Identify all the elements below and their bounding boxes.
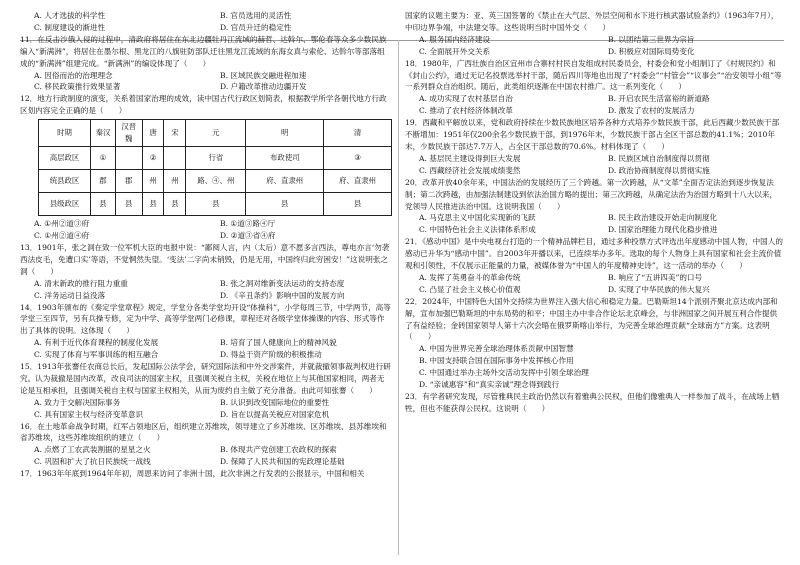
- left-column: [20, 10, 392, 480]
- q21-options: [405, 272, 783, 296]
- q12-option-d[interactable]: D. ②道③省④府: [220, 231, 276, 241]
- table-header-cell: 唐: [142, 120, 164, 147]
- column-divider: [398, 40, 399, 555]
- table-row: [39, 193, 392, 216]
- q13-stem: 13．1901年，张之洞在致一位军机大臣的电报中说：“鄙阅人言，内（太后）意不愿多言西法，尊电亦言‘勿袭西法皮毛，免遭口实’等语，不觉惘然失望。‘变法’二字尚未销毁，仍是无用，中国终归此穷困安！”这说明张之洞（ ）: [20, 242, 390, 276]
- table-cell: 府、直隶州: [246, 170, 324, 193]
- q16-option-b[interactable]: B. 体现共产党创建工农政权的探索: [220, 445, 337, 455]
- table-cell: 布政使司: [246, 147, 324, 170]
- table-cell: [164, 147, 186, 170]
- table-cell: 县级政区: [39, 193, 91, 216]
- q20-stem: 20．改革开放40余年来，中国法治的发展经历了三个跨越。第一次跨越，从“文革”全面否定法治到逐步恢复法制；第二次跨越，由加强法制建设到依法治国方略的提出；第三次跨越，从确定法治为治国方略到十八大以来，党领导人民推进法治中国。这说明我国（ ）: [405, 177, 778, 211]
- q20-option-b[interactable]: B. 民主政治建设开始走向制度化: [608, 213, 718, 223]
- q20-options: [405, 212, 783, 236]
- q22-stem: 22．2024年，中国特色大国外交持续为世界注入强大信心和稳定力量。巴勒斯坦14个派别齐聚北京达成内部和解，宣布加强巴勒斯坦的中东局势的和平；中国主办中非合作论坛北京峰会，与非洲国家之间开展互利合作提供了有益经验；金砖国家领导人第十六次会晤在俄罗斯喀山举行，为完善全球治理贡献“全球南方”方案。这表明（ ）: [405, 296, 778, 342]
- q19-option-b[interactable]: B. 民族区域自治制度得以贯彻: [608, 153, 710, 163]
- q13-options: [20, 278, 392, 302]
- table-cell: 统县政区: [39, 170, 91, 193]
- q17-option-c[interactable]: C. 全面展开外交关系: [419, 46, 491, 56]
- q18-options: [405, 93, 783, 117]
- table-cell: 县: [324, 193, 392, 216]
- q22-options: [405, 343, 783, 391]
- q11-option-b[interactable]: B. 区域民族交融进程加速: [220, 70, 307, 80]
- q15-option-b[interactable]: B. 认识到改变国际地位的重要性: [220, 397, 330, 407]
- q21-option-d[interactable]: D. 实现了中华民族的伟大复兴: [608, 284, 710, 294]
- q19-stem: 19．西藏和平解放以来，党和政府持续在少数民族地区培养各种方式培养少数民族干部，此后西藏少数民族干部不断增加：1951年仅200余名少数民族干部，到1976年末，少数民族干部占全区干部总数的41.1%；2010年末，少数民族干部达7.7万人，占全区干部总数的70.6%。材料体现了（ ）: [405, 118, 780, 151]
- table-cell: 州: [142, 170, 164, 193]
- q12-options: [20, 218, 392, 242]
- q15-option-c[interactable]: C. 具有国家主权与经济变革意识: [34, 409, 144, 419]
- q16-stem: 16．在土地革命战争时期，红军占领地区后，组织建立苏维埃，领导建立了乡苏维埃、区苏维埃、县苏维埃和省苏维埃，这些苏维埃组织的建立（ ）: [20, 421, 387, 443]
- table-header-cell: 汉晋魏: [115, 120, 142, 147]
- table-header-cell: 时期: [39, 120, 91, 147]
- table-cell: 郡: [115, 170, 142, 193]
- q18-option-c[interactable]: C. 推动了农村经济体制改革: [419, 106, 513, 116]
- table-cell: ②: [142, 147, 164, 170]
- q11-option-c[interactable]: C. 移民政策推行效果显著: [34, 82, 121, 92]
- table-cell: 郡: [91, 170, 116, 193]
- q17-stem: 17．1963年年底到1964年年初，周恩来访问了非洲十国，此次非洲之行发表的公报显示，中国和相关: [20, 469, 365, 479]
- q15-options: [20, 397, 392, 421]
- table-cell: 县: [186, 193, 246, 216]
- q21-option-c[interactable]: C. 凸显了社会主义核心价值观: [419, 284, 521, 294]
- table-cell: 县: [91, 193, 116, 216]
- q22-option-a[interactable]: A. 中国为世界完善全球治理体系贡献中国智慧: [419, 344, 574, 354]
- q21-stem: 21．《感动中国》是中央电视台打造的一个精神品牌栏目，通过多种投票方式评选出年度感动中国人物，中国人的感动已升华为“感动中国”。自2003年开播以来，已连续举办多年。选取的每个人物身上具有国家和社会主流价值观和引领性，不仅展示正能量的力量，被媒体誉为“中国人的年度精神史诗”，这一活动的举办（ ）: [405, 237, 783, 271]
- q15-option-d[interactable]: D. 旨在以提高关税应对国家危机: [220, 409, 330, 419]
- q17-option-a[interactable]: A. 服务国内经济建设: [419, 34, 491, 44]
- q19-option-d[interactable]: D. 政治协商制度得以贯彻实施: [608, 165, 710, 175]
- q16-option-a[interactable]: A. 点燃了工农武装割据的星星之火: [34, 445, 151, 455]
- q18-stem: 18．1980年，广西壮族自治区宜州市合寨村村民自发组成村民委员会，村委会和党小组制订了《村规民约》和《封山公约》，通过无记名投票选举村干部，随后四川等地也出现了“村委会”“村管会”“议事会”“治安领导小组”等一系列群众自治组织。随后，此类组织逐渐在中国农村推广。这一系列变化（ ）: [405, 58, 782, 92]
- q20-option-a[interactable]: A. 马克思主义中国化实现新的飞跃: [419, 213, 536, 223]
- table-cell: ①: [91, 147, 116, 170]
- q11-option-a[interactable]: A. 因俗而治的治理理念: [34, 70, 113, 80]
- q14-option-b[interactable]: B. 培育了国人健康向上的精神风貌: [220, 338, 337, 348]
- table-cell: [115, 147, 142, 170]
- q22-option-c[interactable]: C. 中国通过举办主场外交活动发挥中引领全球治理: [419, 368, 589, 378]
- table-cell: 县: [246, 193, 324, 216]
- q16-option-d[interactable]: D. 保障了人民共和国的宪政理论基础: [220, 457, 345, 467]
- q19-options: [405, 153, 783, 177]
- table-header-cell: 宋: [164, 120, 186, 147]
- q10-option-a[interactable]: A. 人才选拔的科学性: [34, 11, 106, 20]
- right-column: [405, 10, 783, 415]
- q18-option-a[interactable]: A. 成功实现了农村基层自治: [419, 94, 513, 104]
- table-header-cell: 明: [246, 120, 324, 147]
- q10-option-c[interactable]: C. 制度建设的渐进性: [34, 22, 106, 32]
- table-cell: ③: [324, 147, 392, 170]
- table-cell: 县: [142, 193, 164, 216]
- q20-option-c[interactable]: C. 中国特色社会主义法律体系形成: [419, 225, 536, 235]
- q18-option-b[interactable]: B. 开启农民生活富裕的新道路: [608, 94, 710, 104]
- q13-option-a[interactable]: A. 清末新政的推行阻力重重: [34, 278, 128, 288]
- table-header-row: [39, 120, 392, 147]
- q19-option-a[interactable]: A. 基层民主建设得到巨大发展: [419, 153, 521, 163]
- admin-division-table: [38, 119, 392, 216]
- q21-option-b[interactable]: B. 响应了“五讲四美”的口号: [608, 272, 703, 282]
- table-header-cell: 秦汉: [91, 120, 116, 147]
- q10-option-b[interactable]: B. 官员选用的灵活性: [220, 11, 292, 20]
- table-cell: 行省: [186, 147, 246, 170]
- table-cell: 州: [164, 170, 186, 193]
- q14-option-c[interactable]: C. 实现了体育与军事训练的相互融合: [34, 350, 159, 360]
- table-cell: 县: [164, 193, 186, 216]
- q10-option-d[interactable]: D. 官员升迁的稳定性: [220, 22, 292, 32]
- table-cell: 府、直隶州: [324, 170, 392, 193]
- q17-stem-continued: 国家的议题主要为：亚、英三国签署的《禁止在大气层、外层空间和水下进行核武器试验条约》（1963年7月），中印边界争端，中法建交等。这些说明当时中国外交（ ）: [405, 11, 779, 32]
- q14-options: [20, 337, 392, 361]
- table-header-cell: 元: [186, 120, 246, 147]
- q14-option-a[interactable]: A. 有利于近代体育课程的制度化发展: [34, 338, 159, 348]
- table-cell: 路、④、州: [186, 170, 246, 193]
- q11-options: [20, 70, 392, 94]
- q14-stem: 14．1903年颁布的《奏定学堂章程》规定，学堂分各类学堂均开设“体操科”，小学每周三节，中学两节，高等学堂三至四节，另有兵操专修，定为中学、高等学堂两门必修课，章程还对各级学堂体操课的内容、形式等作出了具体的说明。这体现（ ）: [20, 302, 391, 336]
- q22-option-d[interactable]: D. “亲诚惠容”和“真实亲诚”理念得到践行: [419, 380, 560, 390]
- q15-stem: 15．1913年张謇任农商总长后，发起国际公法学会，研究国际法和中外交涉案件，并就裁撤领事裁判权进行研究。认为裁撤是国内改革，改良司法的国家主权，且强调关税自主权，关税在地位上与其他国家相同，两者无论是互相承担，且强调关税自主权与国家主权相关，从而为废约自主做了充分准备。由此可知张謇（ ）: [20, 362, 391, 395]
- table-cell: 高层政区: [39, 147, 91, 170]
- q16-options: [20, 444, 392, 468]
- q17-option-b[interactable]: B. 以团结第三世界为宗旨: [608, 34, 695, 44]
- q13-option-c[interactable]: C. 洋务运动日益没落: [34, 290, 106, 300]
- q19-option-c[interactable]: C. 西藏经济社会发展成绩斐然: [419, 165, 521, 175]
- q22-option-b[interactable]: B. 中国支持联合国在国际事务中发挥核心作用: [419, 356, 574, 366]
- q13-option-d[interactable]: D. 《辛丑条约》影响中国的发展方向: [220, 290, 345, 300]
- q11-stem: 11．在反击沙俄入侵的过程中，清政府将居住在东北边疆牡丹江流域的赫哲、达斡尔、鄂伦春等众多少数民族编入“新满洲”，将居住在墨尔根、黑龙江的八旗驻防部队迁往黑龙江流域的东海女真与索伦、达斡尔等部落组成的“新满洲”组建完成。“新满洲”的编设体现了（ ）: [20, 34, 387, 68]
- q12-option-c[interactable]: C. ①州②道④府: [34, 231, 90, 241]
- q16-option-c[interactable]: C. 巩固和扩大了抗日民族统一战线: [34, 457, 151, 467]
- q11-option-d[interactable]: D. 户籍改革推动边疆开发: [220, 82, 307, 92]
- q17-options: [405, 34, 783, 58]
- table-row: [39, 170, 392, 193]
- q13-option-b[interactable]: B. 张之洞对维新变法运动的支持态度: [220, 278, 345, 288]
- table-row: [39, 147, 392, 170]
- q10-options: [20, 10, 392, 34]
- q21-option-a[interactable]: A. 发挥了英勇奋斗的革命传统: [419, 272, 521, 282]
- q15-option-a[interactable]: A. 致力于交解决国际事务: [34, 397, 121, 407]
- table-header-cell: 清: [324, 120, 392, 147]
- q12-option-b[interactable]: B. ①道③路④厅: [220, 219, 276, 229]
- q14-option-d[interactable]: D. 得益于资产阶级的积极推动: [220, 350, 322, 360]
- q20-option-d[interactable]: D. 国家治理能力现代化稳步推进: [608, 225, 718, 235]
- q12-option-a[interactable]: A. ①州②道③府: [34, 219, 90, 229]
- q17-option-d[interactable]: D. 积极应对国际局势变化: [608, 46, 695, 56]
- table-cell: 县: [115, 193, 142, 216]
- q12-stem: 12．地方行政制度的演变，关系着国家治理的成效，读中国古代行政区划简表，根据教学所学各朝代地方行政区划内容完全正确的是（ ）: [20, 94, 387, 116]
- q23-stem: 23．有学者研究发现，尽管雅典民主政治仍然以有着雅典公民权，但他们像雅典人一样参加了战斗，在战场上牺牲，但也不能获得公民权。这说明（ ）: [405, 392, 780, 413]
- q18-option-d[interactable]: D. 激发了农村的发展活力: [608, 106, 695, 116]
